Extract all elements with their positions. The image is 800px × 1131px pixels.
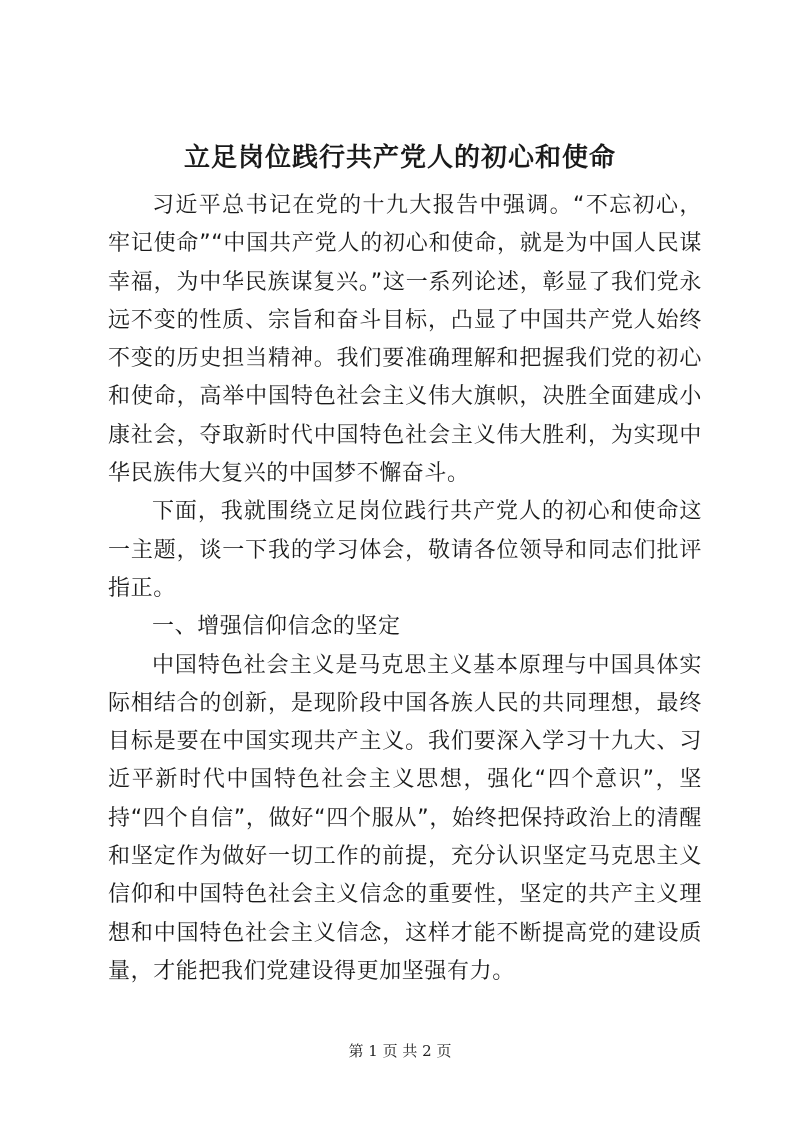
section-heading: 一、增强信仰信念的坚定 <box>152 614 401 640</box>
page-footer: 第 1 页 共 2 页 <box>348 1042 452 1060</box>
section-paragraph: 中国特色社会主义是马克思主义基本原理与中国具体实际相结合的创新，是现阶段中国各族人民的共同理想，最终目标是要在中国实现共产主义。我们要深入学习十九大、习近平新时代中国特色社会主义思想，强化“四个意识”，坚持“四个自信”，做好“四个服从”，始终把保持政治上的清醒和坚定作为做好一切工作的前提，充分认识坚定马克思主义信仰和中国特色社会主义信念的重要性，坚定的共产主义理想和中国特色社会主义信念，这样才能不断提高党的建设质量，才能把我们党建设得更加坚强有力。 <box>108 652 702 984</box>
topic-paragraph: 下面，我就围绕立足岗位践行共产党人的初心和使命这一主题，谈一下我的学习体会，敬请各位领导和同志们批评指正。 <box>108 499 702 601</box>
intro-paragraph: 习近平总书记在党的十九大报告中强调。“不忘初心，牢记使命”“中国共产党人的初心和使命，就是为中国人民谋幸福，为中华民族谋复兴。”这一系列论述，彰显了我们党永远不变的性质、宗旨和奋斗目标，凸显了中国共产党人始终不变的历史担当精神。我们要准确理解和把握我们党的初心和使命，高举中国特色社会主义伟大旗帜，决胜全面建成小康社会，夺取新时代中国特色社会主义伟大胜利，为实现中华民族伟大复兴的中国梦不懈奋斗。 <box>108 193 702 487</box>
document-body <box>108 187 702 991</box>
document-title: 立足岗位践行共产党人的初心和使命 <box>183 143 616 173</box>
